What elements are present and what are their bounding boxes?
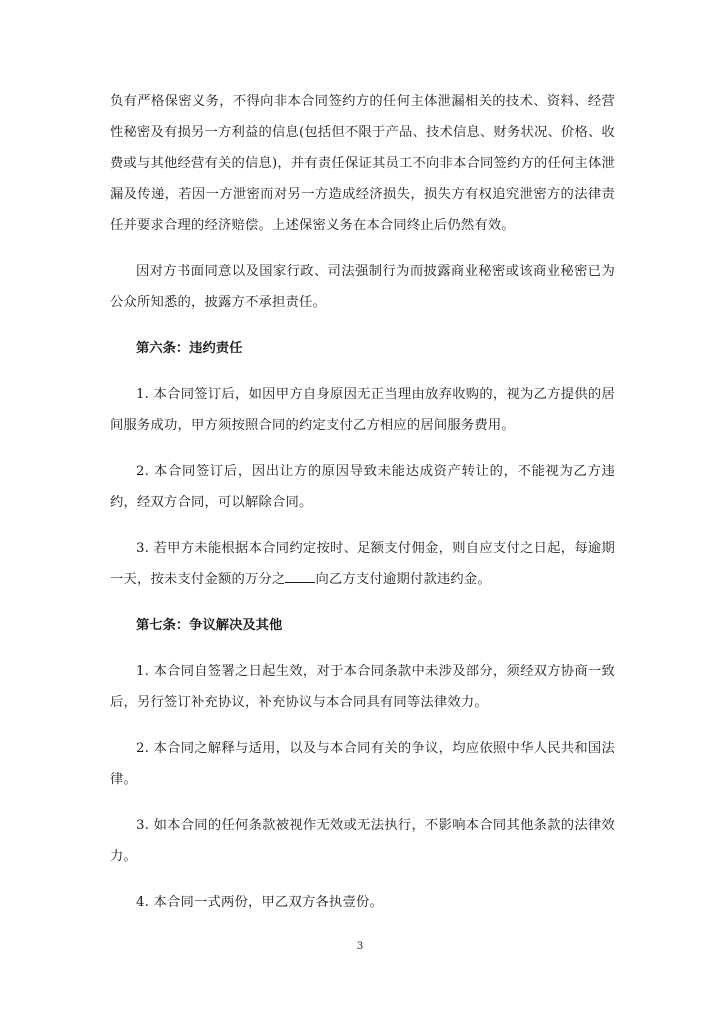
article-7-item-4: 4. 本合同一式两份，甲乙双方各执壹份。 — [136, 895, 383, 910]
article-7-item-3: 3. 如本合同的任何条款被视作无效或无法执行，不影响本合同其他条款的法律效力。 — [110, 818, 615, 864]
disclosure-exemption-paragraph: 因对方书面同意以及国家行政、司法强制行为而披露商业秘密或该商业秘密已为公众所知悉的，披露方不承担责任。 — [110, 264, 615, 310]
article-6-item-3-text-after: 向乙方支付逾期付款违约金。 — [315, 572, 491, 587]
article-7-item-1: 1. 本合同自签署之日起生效，对于本合同条款中未涉及部分，须经双方协商一致后，另行签订补充协议，补充协议与本合同具有同等法律效力。 — [110, 664, 615, 710]
article-6-item-1: 1. 本合同签订后，如因甲方自身原因无正当理由放弃收购的，视为乙方提供的居间服务成功，甲方须按照合同的约定支付乙方相应的居间服务费用。 — [110, 387, 615, 433]
page-number: 3 — [356, 941, 364, 952]
fill-in-blank — [285, 568, 315, 583]
article-6-item-3 — [110, 533, 615, 595]
article-6-item-2: 2. 本合同签订后，因出让方的原因导致未能达成资产转让的，不能视为乙方违约，经双方合同，可以解除合同。 — [110, 464, 615, 510]
article-7-item-2: 2. 本合同之解释与适用，以及与本合同有关的争议，均应依照中华人民共和国法律。 — [110, 741, 615, 787]
article-7-heading: 第七条：争议解决及其他 — [136, 618, 283, 633]
document-body — [110, 86, 615, 933]
article-6-heading: 第六条：违约责任 — [136, 341, 243, 356]
article-6-item-3-text-before: 3. 若甲方未能根据本合同约定按时、足额支付佣金，则自应支付之日起，每逾期一天，按未支付金额的万分之 — [110, 541, 615, 587]
confidentiality-paragraph: 负有严格保密义务，不得向非本合同签约方的任何主体泄漏相关的技术、资料、经营性秘密及有损另一方利益的信息(包括但不限于产品、技术信息、财务状况、价格、收费或与其他经营有关的信息)，并有责任保证其员工不向非本合同签约方的任何主体泄漏及传递，若因一方泄密而对另一方造成经济损失，损失方有权追究泄密方的法律责任并要求合理的经济赔偿。上述保密义务在本合同终止后仍然有效。 — [110, 94, 615, 233]
